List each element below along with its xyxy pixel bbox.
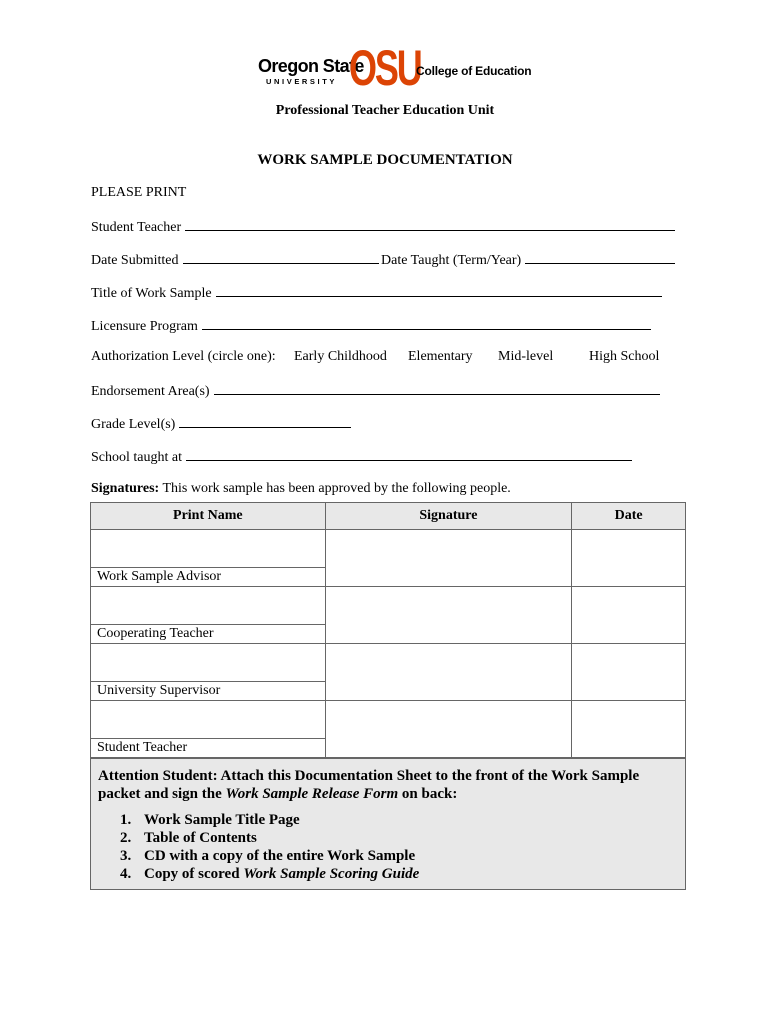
advisor-signature-cell[interactable] [325,530,572,587]
licensure-program-field [91,317,651,335]
osu-logo [258,40,532,96]
list-item-italic: Work Sample Scoring Guide [243,866,420,882]
supervisor-date-cell[interactable] [572,644,686,701]
signatures-text: This work sample has been approved by the following people. [159,481,511,496]
list-item [120,811,419,829]
cooperating-signature-cell[interactable] [325,587,572,644]
student-date-cell[interactable] [572,701,686,758]
list-item-text: Work Sample Title Page [144,812,300,828]
unit-title: Professional Teacher Education Unit [275,103,495,118]
list-item [120,829,419,847]
date-submitted-label: Date Submitted [91,253,179,268]
list-item-number: 1. [120,812,132,828]
list-item-number: 3. [120,848,132,864]
attention-box [90,758,686,890]
signatures-intro [91,481,511,497]
student-teacher-label: Student Teacher [91,220,182,235]
attention-paragraph [98,767,678,803]
auth-option-high-school[interactable]: High School [589,349,660,364]
date-taught-field [381,251,675,269]
attention-part1: Attention Student: Attach this Documentation Sheet to the front of the Work Sample packet and sign the [98,768,640,802]
licensure-program-label: Licensure Program [91,319,198,334]
school-taught-at-line[interactable] [186,448,632,461]
student-print-name-cell[interactable] [91,701,326,739]
list-item [120,865,419,883]
logo-university-name: Oregon State [258,56,364,76]
role-label-university-supervisor: University Supervisor [91,682,326,701]
header-print-name: Print Name [91,503,326,530]
grade-levels-line[interactable] [179,415,351,428]
licensure-program-line[interactable] [202,317,651,330]
auth-option-elementary[interactable]: Elementary [408,349,473,364]
table-row [91,530,686,568]
endorsement-areas-label: Endorsement Area(s) [91,384,210,399]
school-taught-at-field [91,448,632,466]
student-teacher-line[interactable] [185,218,675,231]
date-taught-line[interactable] [525,251,675,264]
role-label-work-sample-advisor: Work Sample Advisor [91,568,326,587]
signatures-header-row [91,503,686,530]
endorsement-areas-line[interactable] [214,382,660,395]
role-label-cooperating-teacher: Cooperating Teacher [91,625,326,644]
list-item-text: CD with a copy of the entire Work Sample [144,848,416,864]
student-signature-cell[interactable] [325,701,572,758]
table-row [91,701,686,739]
list-item-text: Copy of scored [144,866,244,882]
list-item [120,847,419,865]
table-row [91,587,686,625]
date-submitted-line[interactable] [183,251,379,264]
logo-osu-mark: OSU [349,40,421,96]
list-item-number: 4. [120,866,132,882]
cooperating-print-name-cell[interactable] [91,587,326,625]
school-taught-at-label: School taught at [91,450,182,465]
list-item-number: 2. [120,830,132,846]
attention-part2: on back: [398,786,458,802]
logo-college-name: College of Education [416,64,532,78]
document-title: WORK SAMPLE DOCUMENTATION [257,152,513,168]
authorization-level-label: Authorization Level (circle one): [91,349,276,364]
title-of-work-sample-line[interactable] [216,284,662,297]
cooperating-date-cell[interactable] [572,587,686,644]
student-teacher-field [91,218,675,236]
supervisor-print-name-cell[interactable] [91,644,326,682]
signatures-table [90,502,686,758]
attention-release-form: Work Sample Release Form [225,786,399,802]
date-taught-label: Date Taught (Term/Year) [381,253,522,268]
attention-list [120,811,419,883]
auth-option-early-childhood[interactable]: Early Childhood [294,349,387,364]
grade-levels-field [91,415,351,433]
title-of-work-sample-field [91,284,662,302]
logo-university-sub: UNIVERSITY [266,77,338,86]
endorsement-areas-field [91,382,660,400]
advisor-print-name-cell[interactable] [91,530,326,568]
signatures-label: Signatures: [91,481,160,496]
supervisor-signature-cell[interactable] [325,644,572,701]
please-print: PLEASE PRINT [91,185,187,200]
list-item-text: Table of Contents [144,830,257,846]
table-row [91,644,686,682]
role-label-student-teacher: Student Teacher [91,739,326,758]
title-of-work-sample-label: Title of Work Sample [91,286,212,301]
advisor-date-cell[interactable] [572,530,686,587]
auth-option-mid-level[interactable]: Mid-level [498,349,554,364]
date-submitted-field [91,251,379,269]
grade-levels-label: Grade Level(s) [91,417,176,432]
header-date: Date [572,503,686,530]
header-signature: Signature [325,503,572,530]
